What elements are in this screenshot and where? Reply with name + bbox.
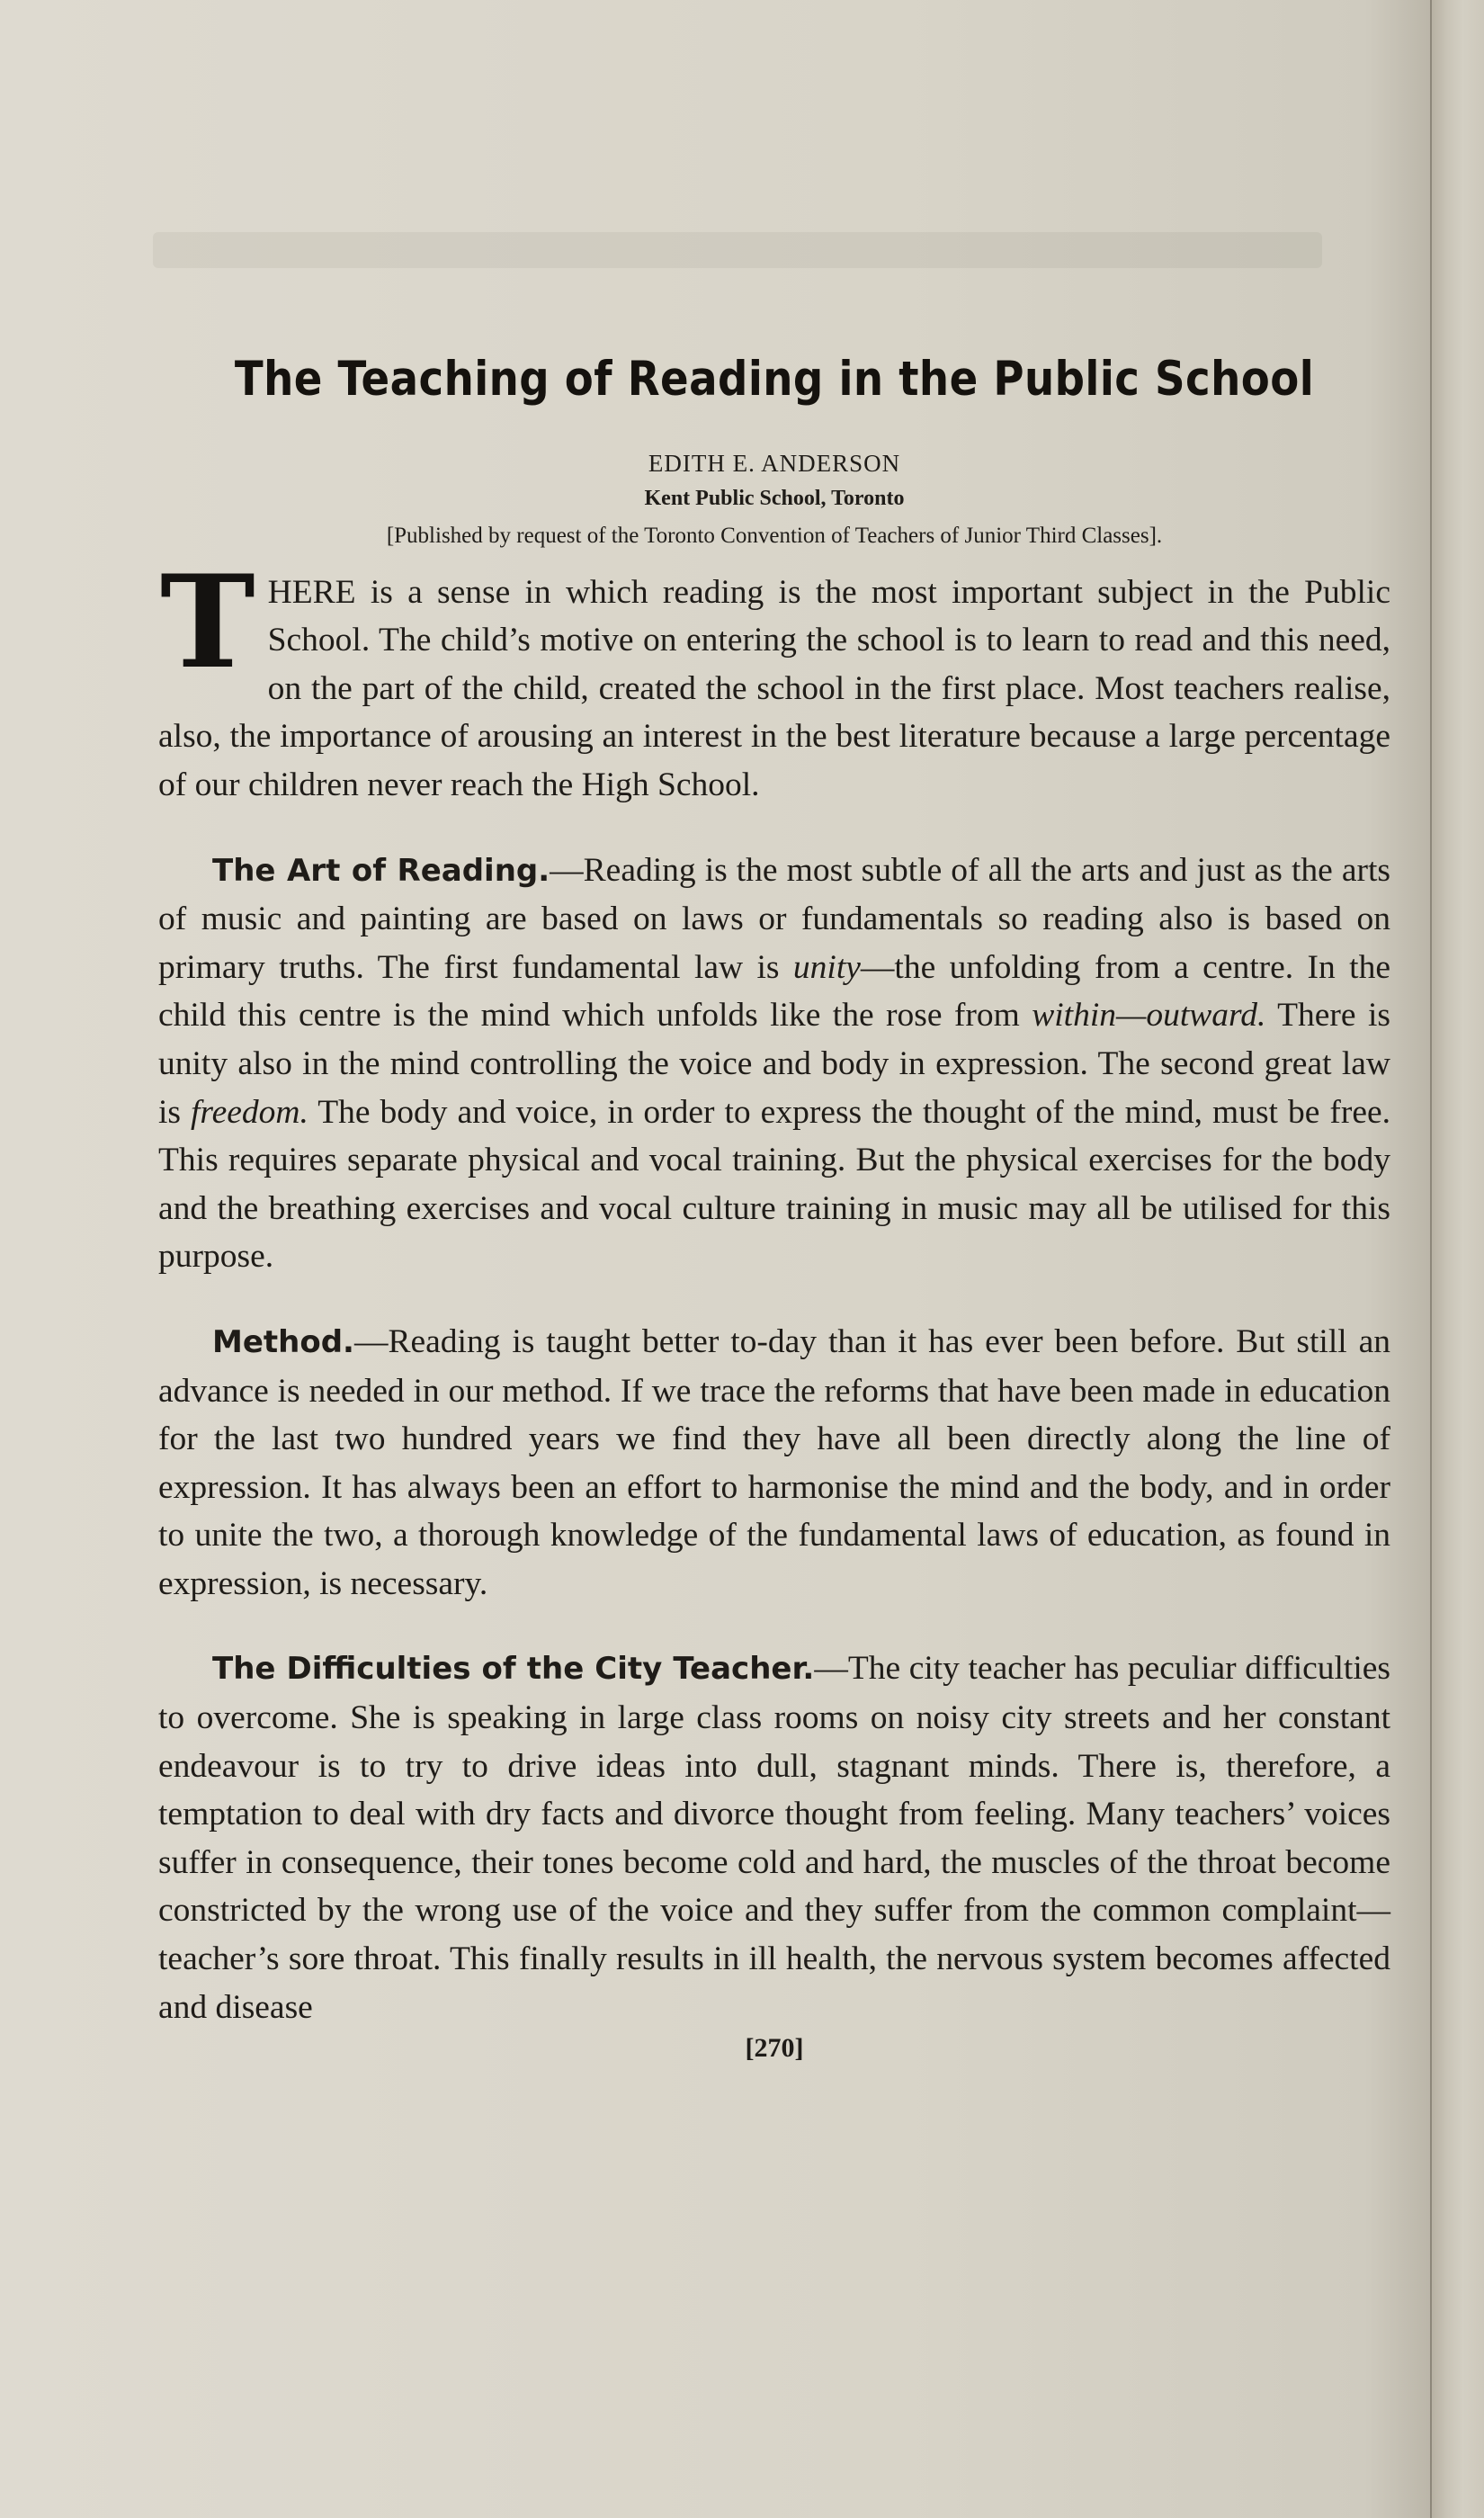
- method-paragraph: [158, 1318, 1390, 1608]
- art-emphasis-within-outward: within—outward.: [1032, 997, 1266, 1035]
- intro-text: HERE is a sense in which reading is the most important subject in the Public School. The child’s motive on entering the school is to learn to read and this need, on the part of the child, created the school in the first place. Most teachers realise, also, the importance of arousing an interest in the best literature because a large percentage of our children never reach the High School.: [158, 573, 1390, 803]
- art-text-4: The body and voice, in order to express the thought of the mind, must be free. This requires separate physical and vocal training. But the physical exercises for the body and the breathing exercises and vocal culture training in music may all be utilised for this purpose.: [158, 1093, 1390, 1276]
- art-text-1: —Reading is the most subtle of all the arts and just as the arts of music and painting are based on laws or fundamentals so reading also is based on primary truths. The first fundamental law is: [158, 851, 1390, 986]
- bleed-through-text: [153, 232, 1322, 268]
- drop-cap: T: [160, 547, 255, 697]
- art-emphasis-freedom: freedom.: [191, 1093, 308, 1131]
- author-name: EDITH E. ANDERSON: [648, 449, 901, 477]
- book-spine-edge: [1430, 0, 1484, 2518]
- art-text-2: —the unfolding from a centre. In the child this centre is the mind which unfolds like the rose from: [158, 948, 1390, 1035]
- page-number: [270]: [745, 2033, 804, 2064]
- art-of-reading-paragraph: [158, 847, 1390, 1281]
- article-title: The Teaching of Reading in the Public School: [234, 352, 1315, 407]
- section-heading-city-teacher: The Difficulties of the City Teacher.: [212, 1651, 815, 1688]
- city-text: —The city teacher has peculiar difficulties to overcome. She is speaking in large class rooms on noisy city streets and her constant endeavour is to try to drive ideas into dull, stagnant minds. There is, therefore, a temptation to deal with dry facts and divorce thought from feeling. Many teachers’ voices suffer in consequence, their tones become cold and hard, the muscles of the throat become constricted by the wrong use of the voice and they suffer from the common complaint—teacher’s sore throat. This finally results in ill health, the nervous system becomes affected and disease: [158, 1650, 1390, 2026]
- section-heading-method: Method.: [212, 1323, 354, 1360]
- art-emphasis-unity: unity: [792, 948, 861, 986]
- intro-paragraph: [158, 547, 1390, 810]
- art-text-3: There is unity also in the mind controlling the voice and body in expression. The second great law is: [158, 997, 1390, 1131]
- author-school: Kent Public School, Toronto: [644, 486, 905, 510]
- article: [158, 351, 1390, 2064]
- city-teacher-paragraph: [158, 1644, 1390, 2031]
- publication-note: [Published by request of the Toronto Convention of Teachers of Junior Third Classes].: [386, 523, 1163, 548]
- section-heading-art-of-reading: The Art of Reading.: [212, 852, 550, 889]
- method-text: —Reading is taught better to-day than it has ever been before. But still an advance is needed in our method. If we trace the reforms that have been made in education for the last two hundred years we find they have all been directly along the line of expression. It has always been an effort to harmonise the mind and the body, and in order to unite the two, a thorough knowledge of the fundamental laws of education, as found in expression, is necessary.: [158, 1322, 1390, 1602]
